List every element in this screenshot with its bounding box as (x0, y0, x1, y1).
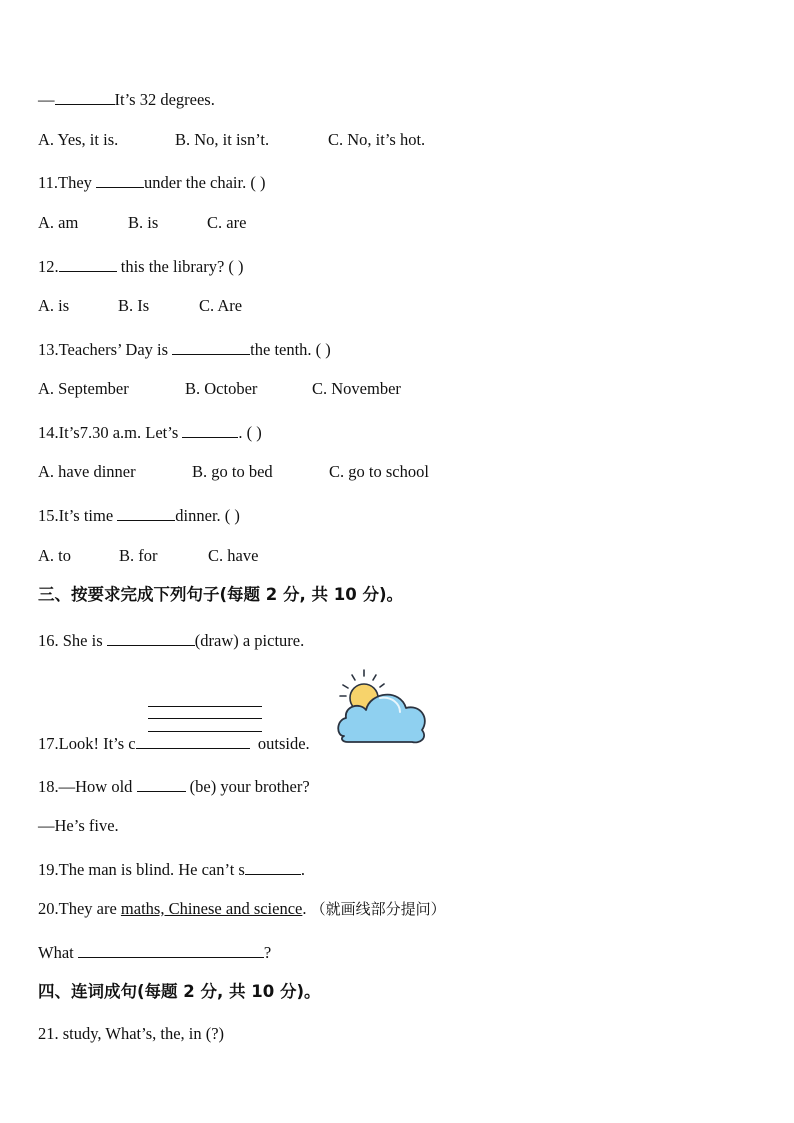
q12-options (38, 296, 242, 316)
q10-options (38, 130, 425, 150)
option-a[interactable]: A. am (38, 213, 79, 232)
option-a[interactable]: A. have dinner (38, 462, 136, 481)
option-c[interactable]: C. No, it’s hot. (328, 130, 426, 149)
answer-blank[interactable] (137, 775, 186, 792)
q20-question: 20.They are maths, Chinese and science. （就画线部分提问） (38, 899, 446, 918)
q12-question: 12. this the library? ( ) (38, 257, 244, 276)
option-c[interactable]: C. Are (199, 296, 243, 315)
answer-blank[interactable] (107, 629, 195, 646)
q18-reply: —He’s five. (38, 816, 119, 835)
answer-blank[interactable] (59, 255, 117, 272)
q15-question: 15.It’s time dinner. ( ) (38, 506, 240, 525)
section-heading: 四、连词成句(每题 2 分, 共 10 分)。 (38, 982, 321, 1001)
option-c[interactable]: C. have (208, 546, 259, 565)
answer-blank[interactable] (136, 732, 250, 749)
answer-blank[interactable] (55, 88, 115, 105)
option-b[interactable]: B. No, it isn’t. (175, 130, 270, 149)
option-b[interactable]: B. Is (118, 296, 150, 315)
answer-blank[interactable] (96, 171, 144, 188)
option-a[interactable]: A. Yes, it is. (38, 130, 119, 149)
q14-question: 14.It’s7.30 a.m. Let’s . ( ) (38, 423, 262, 442)
section-heading: 三、按要求完成下列句子(每题 2 分, 共 10 分)。 (38, 585, 404, 604)
q20-answer-line: What ? (38, 943, 272, 962)
q11-options (38, 213, 246, 233)
q13-question: 13.Teachers’ Day is the tenth. ( ) (38, 340, 331, 359)
writing-line (148, 706, 262, 707)
q19-question: 19.The man is blind. He can’t s . (38, 860, 305, 879)
q10-answer-line: — It’s 32 degrees. (38, 90, 215, 109)
q21-question: 21. study, What’s, the, in (?) (38, 1024, 225, 1043)
option-a[interactable]: A. September (38, 379, 129, 398)
answer-blank[interactable] (245, 858, 301, 875)
option-b[interactable]: B. is (128, 213, 159, 232)
q15-options (38, 546, 258, 566)
q14-options (38, 462, 429, 482)
q18-question: 18.—How old (be) your brother? (38, 777, 310, 796)
option-a[interactable]: A. is (38, 296, 70, 315)
instruction-note: （就画线部分提问） (310, 900, 446, 918)
answer-blank[interactable] (172, 338, 250, 355)
answer-blank[interactable] (182, 421, 238, 438)
underlined-phrase: maths, Chinese and science (120, 899, 303, 918)
q17-question: 17.Look! It’s c outside. (38, 734, 310, 753)
option-b[interactable]: B. October (185, 379, 258, 398)
q13-options (38, 379, 401, 399)
q16-question: 16. She is (draw) a picture. (38, 631, 305, 650)
q11-question: 11.They under the chair. ( ) (38, 173, 266, 192)
option-b[interactable]: B. go to bed (192, 462, 273, 481)
option-c[interactable]: C. November (312, 379, 401, 398)
option-b[interactable]: B. for (119, 546, 158, 565)
answer-blank[interactable] (117, 504, 175, 521)
cloud-sun-icon (334, 668, 430, 748)
option-c[interactable]: C. are (207, 213, 247, 232)
answer-blank[interactable] (78, 941, 264, 958)
writing-line (148, 718, 262, 719)
option-a[interactable]: A. to (38, 546, 71, 565)
option-c[interactable]: C. go to school (329, 462, 429, 481)
